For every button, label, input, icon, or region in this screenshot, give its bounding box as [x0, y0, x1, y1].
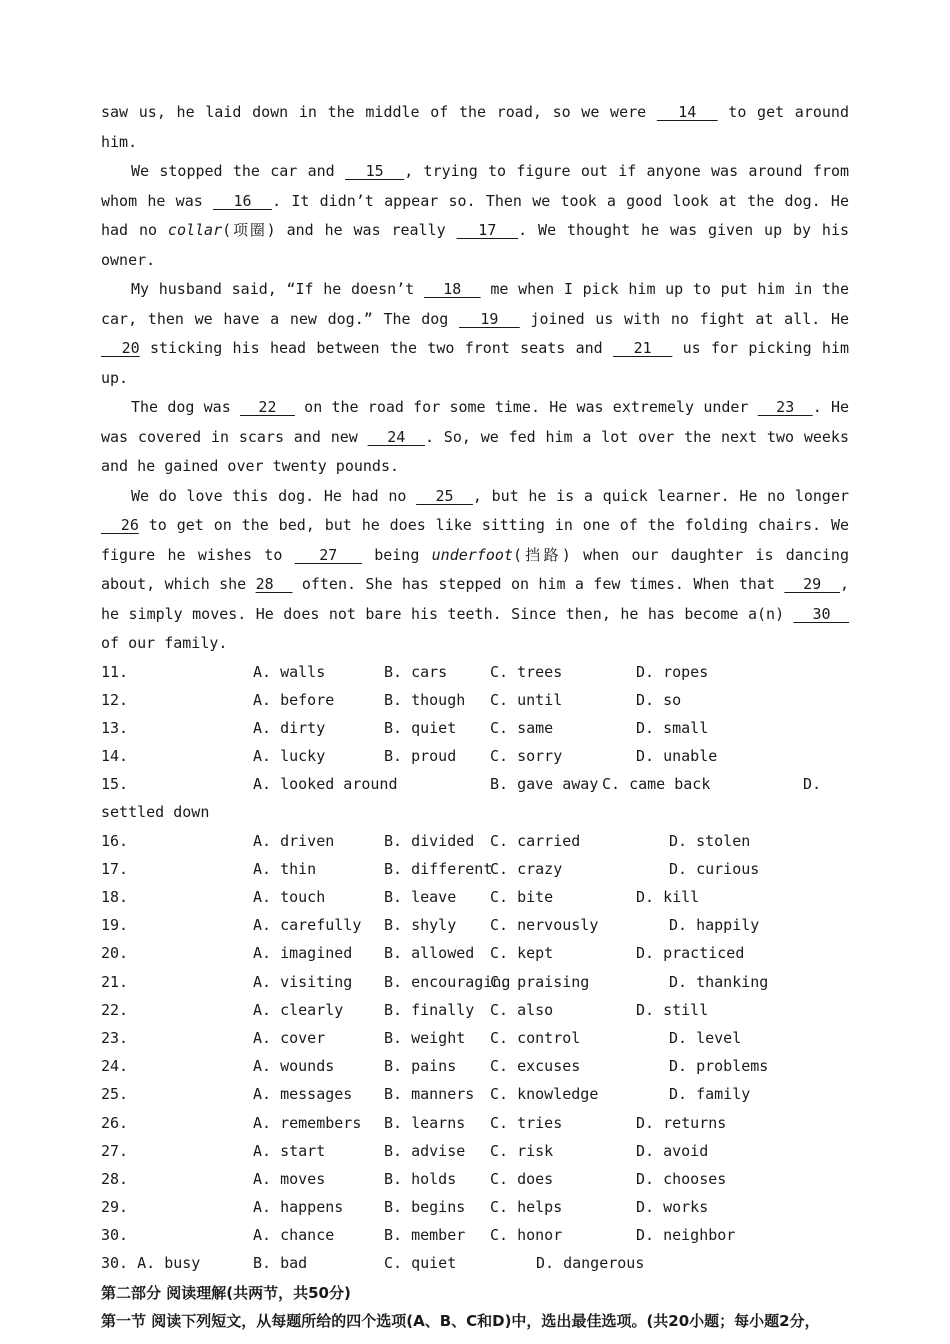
- passage-text: (挡路) when our daughter is dancing about, which she: [101, 545, 849, 593]
- blank-15: 15: [345, 162, 405, 180]
- passage-text: We do love this dog. He had no: [131, 486, 417, 505]
- passage-text: . It didn’t appear so. Then we took a good look at the dog. He had no: [101, 191, 849, 239]
- option-a: A. chance: [253, 1226, 335, 1245]
- option-c: C. same: [490, 718, 554, 737]
- option-c: C. praising: [490, 972, 590, 991]
- option-b: B. different: [384, 859, 493, 878]
- passage-text: of our family.: [101, 634, 228, 652]
- option-row: [101, 1110, 849, 1138]
- option-row: [101, 1138, 849, 1166]
- option-c: C. honor: [490, 1226, 563, 1245]
- option-a: A. lucky: [253, 747, 326, 766]
- option-d: D. avoid: [636, 1141, 709, 1160]
- option-row: [101, 940, 849, 968]
- blank-28: 28: [255, 575, 293, 593]
- option-row: [101, 1053, 849, 1081]
- option-row: [101, 659, 849, 687]
- passage-paragraph-4: [101, 482, 849, 659]
- question-number: 27.: [101, 1141, 129, 1160]
- option-d: D. so: [636, 690, 682, 709]
- option-a: A. moves: [253, 1169, 326, 1188]
- passage-text: often. She has stepped on him a few times. When that: [292, 575, 785, 593]
- blank-24: 24: [367, 427, 425, 446]
- question-number: 29.: [101, 1198, 129, 1217]
- question-number: 22.: [101, 1000, 129, 1019]
- option-b: B. learns: [384, 1113, 466, 1132]
- option-c: C. sorry: [490, 747, 563, 766]
- option-b: B. advise: [384, 1141, 466, 1160]
- option-a: A. thin: [253, 859, 317, 878]
- option-d: D. family: [669, 1085, 751, 1104]
- question-number: 11.: [101, 662, 129, 681]
- option-d: D. curious: [669, 859, 760, 878]
- option-d: D. level: [669, 1028, 742, 1047]
- option-c: C. helps: [490, 1198, 563, 1217]
- blank-29: 29: [784, 575, 840, 593]
- option-b: B. though: [384, 690, 466, 709]
- passage-text: being: [361, 545, 432, 564]
- passage-paragraph-2: [101, 275, 849, 393]
- option-row-continuation: [101, 799, 849, 827]
- blank-25: 25: [416, 486, 473, 505]
- option-a: A. remembers: [253, 1113, 362, 1132]
- section-heading: 第二部分 阅读理解(共两节，共50分): [101, 1283, 351, 1302]
- blank-17: 17: [456, 221, 519, 239]
- option-d: D. returns: [636, 1113, 727, 1132]
- blank-21: 21: [613, 339, 673, 357]
- option-c: C. knowledge: [490, 1085, 599, 1104]
- question-number: 15.: [101, 775, 129, 794]
- option-a: A. carefully: [253, 916, 362, 935]
- question-number: 30. A. busy: [101, 1254, 201, 1273]
- option-d: D. kill: [636, 888, 700, 906]
- blank-14: 14: [656, 103, 718, 121]
- option-d: D.: [803, 775, 822, 794]
- passage-text: saw us, he laid down in the middle of the road, so we were: [101, 103, 657, 121]
- passage-text: , but he is a quick learner. He no longer: [472, 486, 850, 505]
- passage-text: us for picking him up.: [101, 339, 850, 387]
- option-a: A. imagined: [253, 944, 353, 963]
- option-row: [101, 687, 849, 715]
- option-d: D. works: [636, 1198, 709, 1217]
- passage-text: to get around him.: [101, 103, 849, 151]
- option-d: D. small: [636, 718, 709, 737]
- option-b: B. gave away: [490, 775, 599, 794]
- passage-text: We stopped the car and: [131, 162, 345, 180]
- question-number: 19.: [101, 916, 129, 935]
- option-b: B. begins: [384, 1198, 466, 1217]
- passage-text: sticking his head between the two front seats and: [139, 339, 614, 357]
- passage-text: . We thought he was given up by his owner.: [101, 221, 850, 269]
- option-row: [101, 715, 849, 743]
- option-d: D. unable: [636, 747, 718, 766]
- option-c: C. trees: [490, 662, 563, 681]
- italic-word-collar: collar: [167, 221, 223, 239]
- blank-23: 23: [757, 398, 813, 416]
- option-row: [101, 912, 849, 940]
- option-b: B. manners: [384, 1085, 475, 1104]
- question-number: 21.: [101, 972, 129, 991]
- question-number: 25.: [101, 1085, 129, 1104]
- option-a: A. before: [253, 690, 335, 709]
- option-a: A. looked around: [253, 775, 398, 794]
- option-d: D. thanking: [669, 972, 769, 991]
- option-a: A. walls: [253, 662, 326, 681]
- option-d: D. still: [636, 1000, 709, 1019]
- option-d: D. happily: [669, 916, 760, 935]
- blank-18: 18: [423, 280, 481, 298]
- question-number: 23.: [101, 1028, 129, 1047]
- option-c: C. quiet: [384, 1254, 457, 1273]
- option-c: C. tries: [490, 1113, 563, 1132]
- passage-text: The dog was: [131, 398, 240, 416]
- answer-options-list: [101, 659, 849, 1279]
- passage-text: on the road for some time. He was extremely under: [294, 398, 758, 416]
- passage-text: My husband said, “If he doesn’t: [131, 280, 424, 298]
- option-row: [101, 1166, 849, 1194]
- option-c: C. bite: [490, 888, 554, 906]
- option-a: A. wounds: [253, 1057, 335, 1076]
- option-b: B. holds: [384, 1169, 457, 1188]
- option-a: A. clearly: [253, 1000, 344, 1019]
- passage-text: (项圈) and he was really: [222, 221, 457, 239]
- option-b: B. proud: [384, 747, 457, 766]
- option-c: C. nervously: [490, 916, 599, 935]
- question-number: 30.: [101, 1226, 129, 1245]
- question-number: 17.: [101, 859, 129, 878]
- option-c: C. crazy: [490, 859, 563, 878]
- option-row: [101, 828, 849, 856]
- option-b: B. encouraging: [384, 972, 511, 991]
- passage-text: me when I pick him up to put him in the car, then we have a new dog.” The dog: [101, 280, 850, 328]
- option-c: C. risk: [490, 1141, 554, 1160]
- option-row: [101, 1194, 849, 1222]
- blank-16: 16: [213, 191, 273, 210]
- blank-30: 30: [793, 604, 849, 623]
- italic-word-underfoot: underfoot: [431, 545, 513, 564]
- blank-27: 27: [294, 545, 362, 564]
- option-row: [101, 1250, 849, 1278]
- option-row: [101, 884, 849, 912]
- passage-text: . He was covered in scars and new: [101, 398, 850, 446]
- option-b: B. weight: [384, 1028, 466, 1047]
- option-row: [101, 1081, 849, 1109]
- option-d: D. problems: [669, 1057, 769, 1076]
- option-a: A. start: [253, 1141, 326, 1160]
- blank-19: 19: [458, 309, 520, 328]
- option-row: [101, 771, 849, 799]
- option-b: B. finally: [384, 1000, 475, 1019]
- option-b: B. pains: [384, 1057, 457, 1076]
- option-row: [101, 1025, 849, 1053]
- option-d: D. neighbor: [636, 1226, 736, 1245]
- option-b: B. quiet: [384, 718, 457, 737]
- option-row: [101, 997, 849, 1025]
- blank-22: 22: [239, 398, 295, 416]
- passage-text: joined us with no fight at all. He: [519, 309, 850, 328]
- option-c: C. until: [490, 690, 563, 709]
- option-a: A. cover: [253, 1028, 326, 1047]
- option-d: D. practiced: [636, 944, 745, 963]
- option-a: A. touch: [253, 888, 326, 906]
- question-number: 26.: [101, 1113, 129, 1132]
- question-number: 12.: [101, 690, 129, 709]
- blank-26: 26: [101, 516, 139, 534]
- question-number: 28.: [101, 1169, 129, 1188]
- passage-text: , he simply moves. He does not bare his teeth. Since then, he has become a(n): [101, 575, 849, 623]
- option-c: C. carried: [490, 831, 581, 850]
- option-c: C. does: [490, 1169, 554, 1188]
- option-d: D. dangerous: [536, 1254, 645, 1273]
- option-a: A. messages: [253, 1085, 353, 1104]
- question-number: 14.: [101, 747, 129, 766]
- option-a: A. dirty: [253, 718, 326, 737]
- passage-text: to get on the bed, but he does like sitting in one of the folding chairs. We figure he wishes to: [101, 516, 850, 564]
- option-c: C. kept: [490, 944, 554, 963]
- question-number: 18.: [101, 888, 129, 906]
- option-b: B. divided: [384, 831, 475, 850]
- passage-text: , trying to figure out if anyone was around from whom he was: [101, 162, 850, 210]
- option-b: B. cars: [384, 662, 448, 681]
- option-b: B. leave: [384, 888, 457, 906]
- option-row: [101, 743, 849, 771]
- option-c: C. also: [490, 1000, 554, 1019]
- question-number: 16.: [101, 831, 129, 850]
- passage-paragraph-0: [101, 98, 849, 157]
- option-d-continued: settled down: [101, 803, 210, 822]
- document-page: [101, 98, 849, 1335]
- passage-text: . So, we fed him a lot over the next two weeks and he gained over twenty pounds.: [101, 427, 849, 475]
- question-number: 13.: [101, 718, 129, 737]
- option-d: D. chooses: [636, 1169, 727, 1188]
- option-row: [101, 969, 849, 997]
- passage-paragraph-3: [101, 393, 849, 482]
- option-c: C. excuses: [490, 1057, 581, 1076]
- option-b: B. shyly: [384, 916, 457, 935]
- blank-20: 20: [101, 339, 140, 357]
- option-a: A. visiting: [253, 972, 353, 991]
- option-d: D. stolen: [669, 831, 751, 850]
- option-row: [101, 1222, 849, 1250]
- passage-paragraph-1: [101, 157, 849, 275]
- subsection-heading: 第一节 阅读下列短文，从每题所给的四个选项(A、B、C和D)中，选出最佳选项。(共20小题；每小题2分，: [101, 1311, 820, 1330]
- option-a: A. driven: [253, 831, 335, 850]
- option-d: D. ropes: [636, 662, 709, 681]
- option-b: B. bad: [253, 1254, 308, 1273]
- question-number: 20.: [101, 944, 129, 963]
- option-c: C. came back: [602, 775, 711, 794]
- option-row: [101, 856, 849, 884]
- question-number: 24.: [101, 1057, 129, 1076]
- option-a: A. happens: [253, 1198, 344, 1217]
- option-c: C. control: [490, 1028, 581, 1047]
- option-b: B. allowed: [384, 944, 475, 963]
- option-b: B. member: [384, 1226, 466, 1245]
